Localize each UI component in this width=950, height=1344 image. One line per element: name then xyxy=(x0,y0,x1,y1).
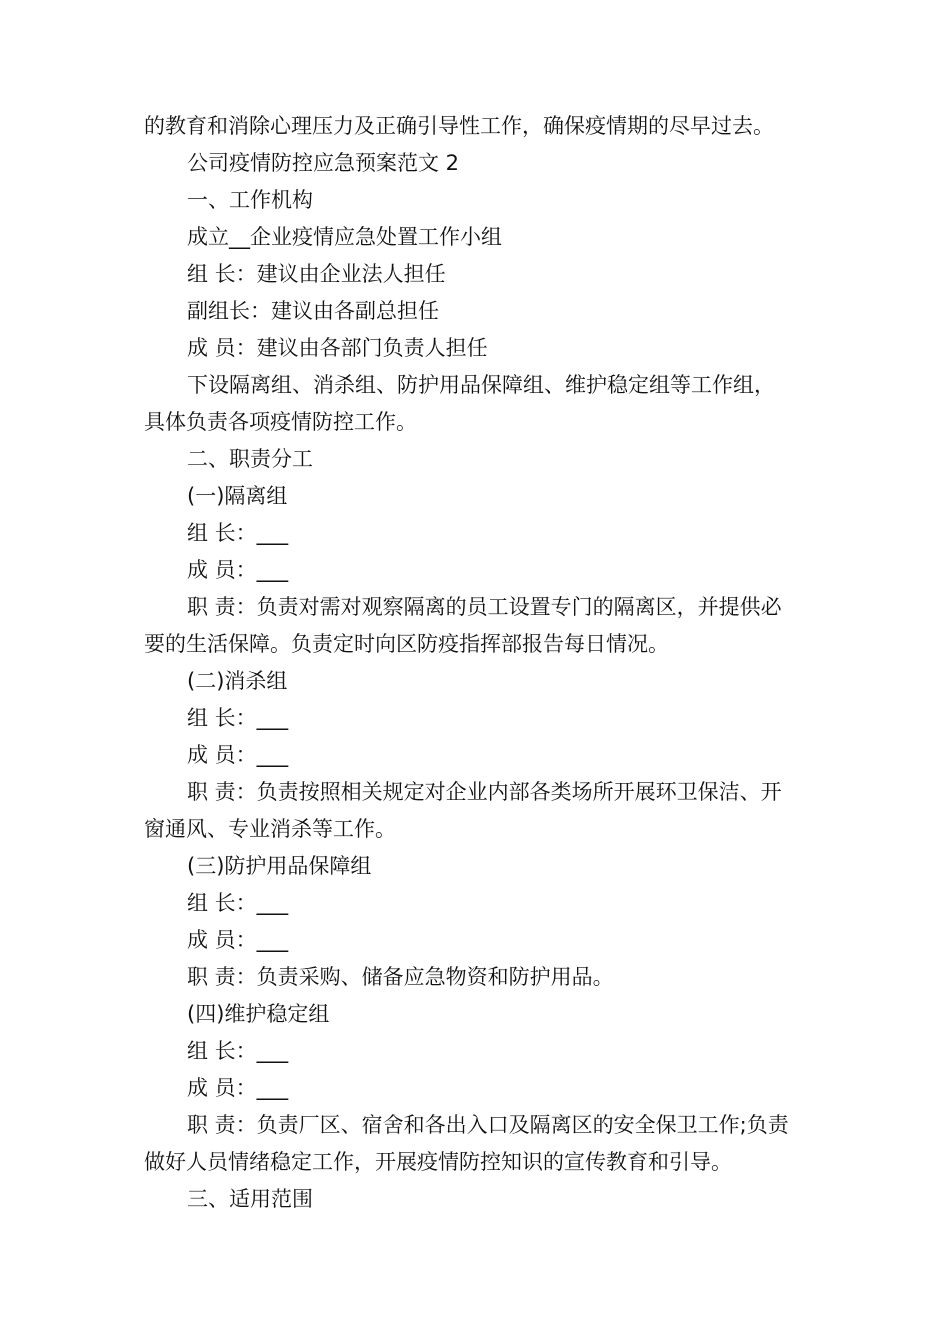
text-line: 组 长：___ xyxy=(187,891,289,915)
heading: 三、适用范围 xyxy=(187,1187,313,1211)
text-line: 职 责：负责按照相关规定对企业内部各类场所开展环卫保洁、开 xyxy=(187,780,782,804)
text-line: 职 责：负责对需对观察隔离的员工设置专门的隔离区，并提供必 xyxy=(187,595,782,619)
text-line: 组 长：建议由企业法人担任 xyxy=(187,262,446,286)
text-line: 做好人员情绪稳定工作，开展疫情防控知识的宣传教育和引导。 xyxy=(144,1150,732,1174)
text-line: 的教育和消除心理压力及正确引导性工作，确保疫情期的尽早过去。 xyxy=(144,114,774,138)
section-title: 公司疫情防控应急预案范文 2 xyxy=(187,151,460,175)
subheading: (一)隔离组 xyxy=(187,484,288,508)
text-line: 成 员：___ xyxy=(187,1076,289,1100)
text-line: 副组长：建议由各副总担任 xyxy=(187,299,439,323)
text-line: 职 责：负责厂区、宿舍和各出入口及隔离区的安全保卫工作;负责 xyxy=(187,1113,789,1137)
text-line: 下设隔离组、消杀组、防护用品保障组、维护稳定组等工作组， xyxy=(187,373,775,397)
text-line: 成 员：___ xyxy=(187,928,289,952)
heading: 一、工作机构 xyxy=(187,188,313,212)
text-line: 组 长：___ xyxy=(187,1039,289,1063)
text-line: 组 长：___ xyxy=(187,706,289,730)
text-line: 职 责：负责采购、储备应急物资和防护用品。 xyxy=(187,965,614,989)
subheading: (四)维护稳定组 xyxy=(187,1002,330,1026)
text-line: 窗通风、专业消杀等工作。 xyxy=(144,817,396,841)
text-line: 成 员：建议由各部门负责人担任 xyxy=(187,336,488,360)
heading: 二、职责分工 xyxy=(187,447,313,471)
text-line: 成 员：___ xyxy=(187,743,289,767)
text-line: 要的生活保障。负责定时向区防疫指挥部报告每日情况。 xyxy=(144,632,669,656)
text-line: 组 长：___ xyxy=(187,521,289,545)
subheading: (二)消杀组 xyxy=(187,669,288,693)
text-line: 具体负责各项疫情防控工作。 xyxy=(144,410,417,434)
text-line: 成立__企业疫情应急处置工作小组 xyxy=(187,225,502,249)
document-body xyxy=(144,108,812,1218)
subheading: (三)防护用品保障组 xyxy=(187,854,372,878)
text-line: 成 员：___ xyxy=(187,558,289,582)
